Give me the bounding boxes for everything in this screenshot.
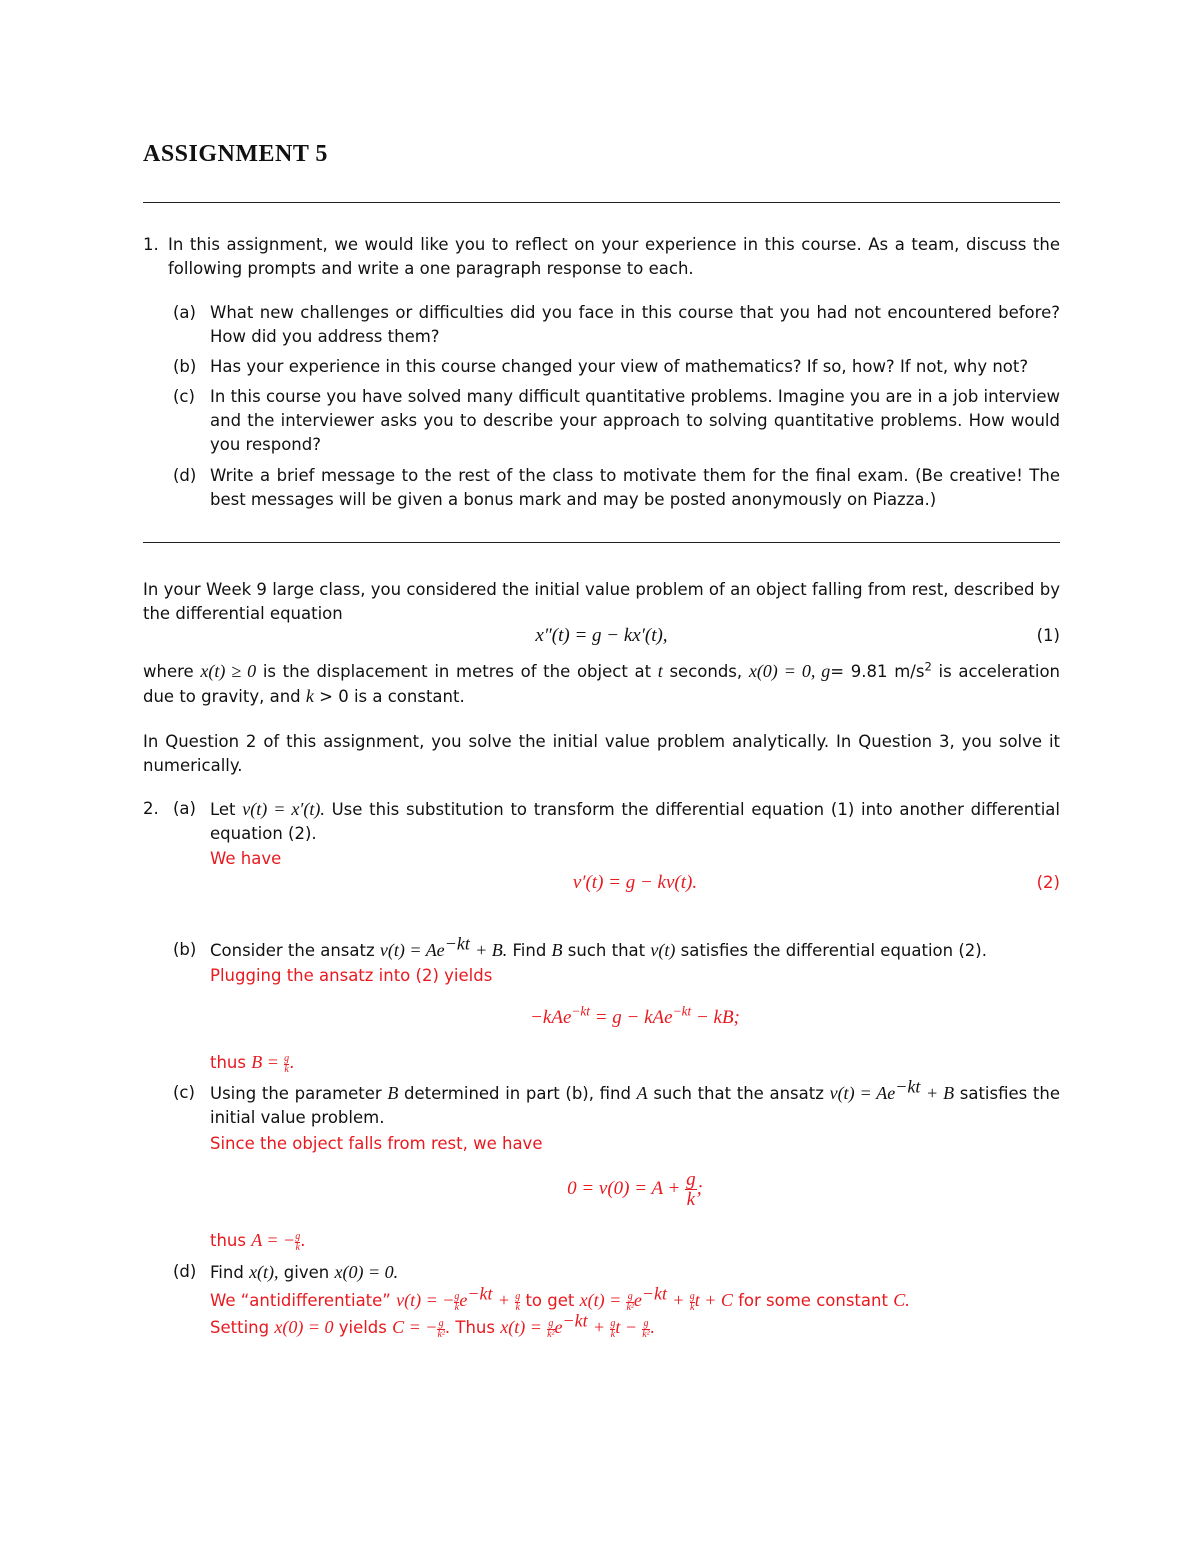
text-run: is acceleration due to gravity, and — [143, 662, 1061, 706]
math-inline: x(t) ≥ 0 — [200, 661, 257, 681]
math-inline: t + C — [694, 1290, 733, 1310]
text-run: thus — [210, 1053, 246, 1072]
math-inline: t — [657, 661, 663, 681]
context-paragraph-3: In Question 2 of this assignment, you solve the initial value problem analytically. In Question 3, you solve it numerically. — [143, 732, 1060, 775]
question-number: 2. — [143, 799, 159, 818]
equation-1-row — [143, 624, 1060, 650]
math-inline: x(t) = — [579, 1290, 622, 1310]
item-label: (c) — [173, 1083, 195, 1102]
text-run: > 0 is a constant. — [319, 687, 465, 706]
math-inline: e — [633, 1290, 642, 1310]
text-run: where — [143, 662, 194, 681]
text-run: . — [289, 1053, 295, 1072]
answer-text: We have — [210, 849, 282, 868]
fraction-denominator: k — [295, 1241, 300, 1253]
fraction — [547, 1319, 554, 1340]
math-inline: v(t) = Ae — [379, 940, 445, 960]
math-run: = g − kAe — [594, 1007, 673, 1028]
text-run: . Thus — [444, 1318, 495, 1337]
fraction-denominator: k² — [642, 1328, 650, 1340]
text-run: seconds, — [669, 662, 743, 681]
math-inline: + — [592, 1317, 606, 1337]
superscript: −kt — [895, 1076, 921, 1097]
answer-2b-equation — [210, 1003, 1060, 1030]
fraction-denominator: k — [686, 1189, 696, 1210]
item-text — [210, 1260, 1060, 1285]
answer-2b-equation-row — [143, 1003, 1060, 1034]
answer-2b-intro — [143, 964, 1060, 988]
fraction-numerator: g — [515, 1290, 521, 1302]
fraction-numerator: g — [643, 1317, 649, 1329]
question-2-d — [143, 1260, 1060, 1285]
math-inline: x(t) = — [500, 1317, 542, 1337]
answer-2a-equation-row — [143, 871, 1060, 897]
math-run: 0 = v(0) = A + — [567, 1177, 681, 1199]
answer-text — [210, 1283, 1060, 1313]
math-inline: + B — [926, 1083, 955, 1103]
math-inline: B — [551, 940, 563, 960]
question-1-intro: In this assignment, we would like you to reflect on your experience in this course. As a team, discuss the following prompts and write a one paragraph response to each. — [168, 235, 1060, 278]
item-label: (b) — [173, 940, 197, 959]
text-run: for some constant — [738, 1291, 888, 1310]
question-2-c — [143, 1076, 1060, 1130]
superscript: −kt — [562, 1310, 588, 1331]
math-inline: C = − — [392, 1317, 438, 1337]
answer-2c-equation-row — [143, 1170, 1060, 1214]
superscript: −kt — [641, 1283, 668, 1304]
fraction-numerator: g — [548, 1317, 554, 1329]
answer-text — [210, 1050, 1060, 1075]
text-run: Find — [210, 1263, 244, 1282]
math-inline: k — [305, 686, 314, 706]
math-inline: v(t) — [650, 940, 676, 960]
math-inline: A — [636, 1083, 648, 1103]
text-run: given — [283, 1263, 330, 1282]
math-inline: + — [672, 1290, 685, 1310]
fraction-numerator: g — [284, 1052, 290, 1064]
text-run: Let — [210, 800, 236, 819]
superscript: −kt — [444, 933, 470, 954]
math-inline: x(0) = 0 — [274, 1317, 334, 1337]
math-inline: + B. — [475, 940, 508, 960]
fraction-denominator: k — [454, 1301, 460, 1313]
answer-2b-conclusion — [143, 1050, 1060, 1075]
q1-item-d — [143, 464, 1060, 512]
question-number: 1. — [143, 235, 159, 254]
equation-2: v′(t) = g − kv(t). — [572, 872, 698, 893]
text-run: such that the ansatz — [653, 1084, 824, 1103]
item-text — [210, 797, 1060, 846]
divider-top — [143, 202, 1060, 203]
answer-text — [210, 1228, 1060, 1253]
q1-item-b — [143, 355, 1060, 379]
answer-text — [210, 1310, 1060, 1340]
fraction-denominator: k² — [437, 1328, 445, 1340]
text-run: Use this substitution to transform the differential equation (1) into another differential equation (2). — [210, 800, 1060, 843]
math-run: −kAe — [530, 1007, 572, 1028]
answer-2d-line-2 — [143, 1310, 1060, 1340]
answer-2c-equation — [210, 1170, 1060, 1209]
equation-1: x″(t) = g − kx′(t), — [535, 625, 668, 646]
math-inline: t − — [615, 1317, 637, 1337]
answer-2c-intro — [143, 1132, 1060, 1156]
superscript: −kt — [672, 1003, 692, 1019]
text-run: is the displacement in metres of the object at — [262, 662, 652, 681]
text-run: Setting — [210, 1318, 270, 1337]
fraction-denominator: k — [610, 1328, 616, 1340]
math-inline: B — [387, 1083, 399, 1103]
text-run: such that — [567, 941, 646, 960]
text-run: yields — [338, 1318, 387, 1337]
text-run: determined in part (b), find — [404, 1084, 631, 1103]
fraction — [626, 1292, 633, 1313]
math-inline: C. — [893, 1290, 910, 1310]
fraction — [437, 1319, 444, 1340]
item-text — [210, 1076, 1060, 1130]
fraction — [515, 1292, 520, 1313]
item-text: What new challenges or difficulties did you face in this course that you had not encountered before? How did you address them? — [210, 303, 1060, 346]
text-run: . — [300, 1231, 306, 1250]
math-inline: x(0) = 0, g — [748, 661, 831, 681]
math-inline: v(t) = − — [396, 1290, 455, 1310]
text-run: satisfies the differential equation (2). — [680, 941, 987, 960]
math-inline: A = − — [251, 1230, 296, 1250]
math-inline: v(t) = Ae — [829, 1083, 896, 1103]
fraction — [642, 1319, 649, 1340]
superscript: 2 — [924, 659, 932, 674]
answer-2d-line-1 — [143, 1283, 1060, 1313]
answer-text: Plugging the ansatz into (2) yields — [210, 966, 493, 985]
fraction-denominator: k² — [626, 1301, 634, 1313]
answer-text: Since the object falls from rest, we have — [210, 1134, 543, 1153]
fraction-denominator: k² — [547, 1328, 555, 1340]
text-run: satisfies the initial value problem. — [210, 1084, 1060, 1127]
question-1 — [143, 233, 1060, 281]
fraction-numerator: g — [686, 1169, 696, 1190]
item-text: Write a brief message to the rest of the class to motivate them for the final exam. (Be creative! The best messages will be given a bonus mark and may be posted anonymously on Piazza.) — [210, 466, 1060, 509]
fraction-numerator: g — [438, 1317, 444, 1329]
item-label: (d) — [173, 1262, 197, 1281]
math-inline: v(t) = x′(t). — [242, 799, 325, 819]
page-title: ASSIGNMENT 5 — [143, 141, 328, 167]
answer-2c-conclusion — [143, 1228, 1060, 1253]
text-run: Consider the ansatz — [210, 941, 375, 960]
text-run: We “antidifferentiate” — [210, 1291, 391, 1310]
math-run: ; — [696, 1177, 703, 1199]
text-run: thus — [210, 1231, 246, 1250]
item-label: (a) — [173, 303, 196, 322]
fraction-numerator: g — [454, 1290, 460, 1302]
item-label: (a) — [173, 799, 196, 818]
question-2-a — [143, 797, 1060, 846]
math-inline: e — [459, 1290, 468, 1310]
fraction — [685, 1170, 697, 1209]
question-2-b — [143, 933, 1060, 963]
divider-middle — [143, 542, 1060, 543]
equation-2-number: (2) — [1036, 873, 1060, 892]
fraction-denominator: k — [284, 1063, 289, 1075]
equation-1-number: (1) — [1036, 626, 1060, 645]
item-text — [210, 933, 1060, 963]
item-label: (b) — [173, 357, 197, 376]
math-inline: x(0) = 0. — [334, 1262, 399, 1282]
answer-2a-intro — [143, 847, 1060, 871]
fraction-numerator: g — [610, 1317, 616, 1329]
fraction-denominator: k — [689, 1301, 695, 1313]
q1-item-c — [143, 385, 1060, 457]
fraction-numerator: g — [627, 1290, 633, 1302]
context-paragraph-1: In your Week 9 large class, you considered the initial value problem of an object falling from rest, described by the differential equation — [143, 580, 1060, 623]
superscript: −kt — [467, 1283, 493, 1304]
math-inline: + — [497, 1290, 510, 1310]
text-run: = 9.81 m/s — [830, 662, 925, 681]
text-run: . — [649, 1318, 655, 1337]
item-label: (c) — [173, 387, 195, 406]
fraction-denominator: k — [515, 1301, 520, 1313]
fraction-numerator: g — [295, 1230, 301, 1242]
text-run: to get — [525, 1291, 575, 1310]
math-run: − kB; — [695, 1007, 740, 1028]
q1-item-a — [143, 301, 1060, 349]
math-inline: x(t), — [249, 1262, 279, 1282]
superscript: −kt — [571, 1003, 590, 1019]
text-run: Find — [512, 941, 547, 960]
context-paragraph-2 — [143, 659, 1060, 709]
math-inline: e — [554, 1317, 563, 1337]
item-text: Has your experience in this course changed your view of mathematics? If so, how? If not, why not? — [210, 357, 1029, 376]
text-run: Using the parameter — [210, 1084, 382, 1103]
item-text: In this course you have solved many difficult quantitative problems. Imagine you are in a job interview and the interviewer asks you to describe your approach to solving quantitative problems. How would you respond? — [210, 387, 1060, 454]
math-inline: B = — [251, 1052, 279, 1072]
fraction-numerator: g — [689, 1290, 695, 1302]
item-label: (d) — [173, 466, 197, 485]
